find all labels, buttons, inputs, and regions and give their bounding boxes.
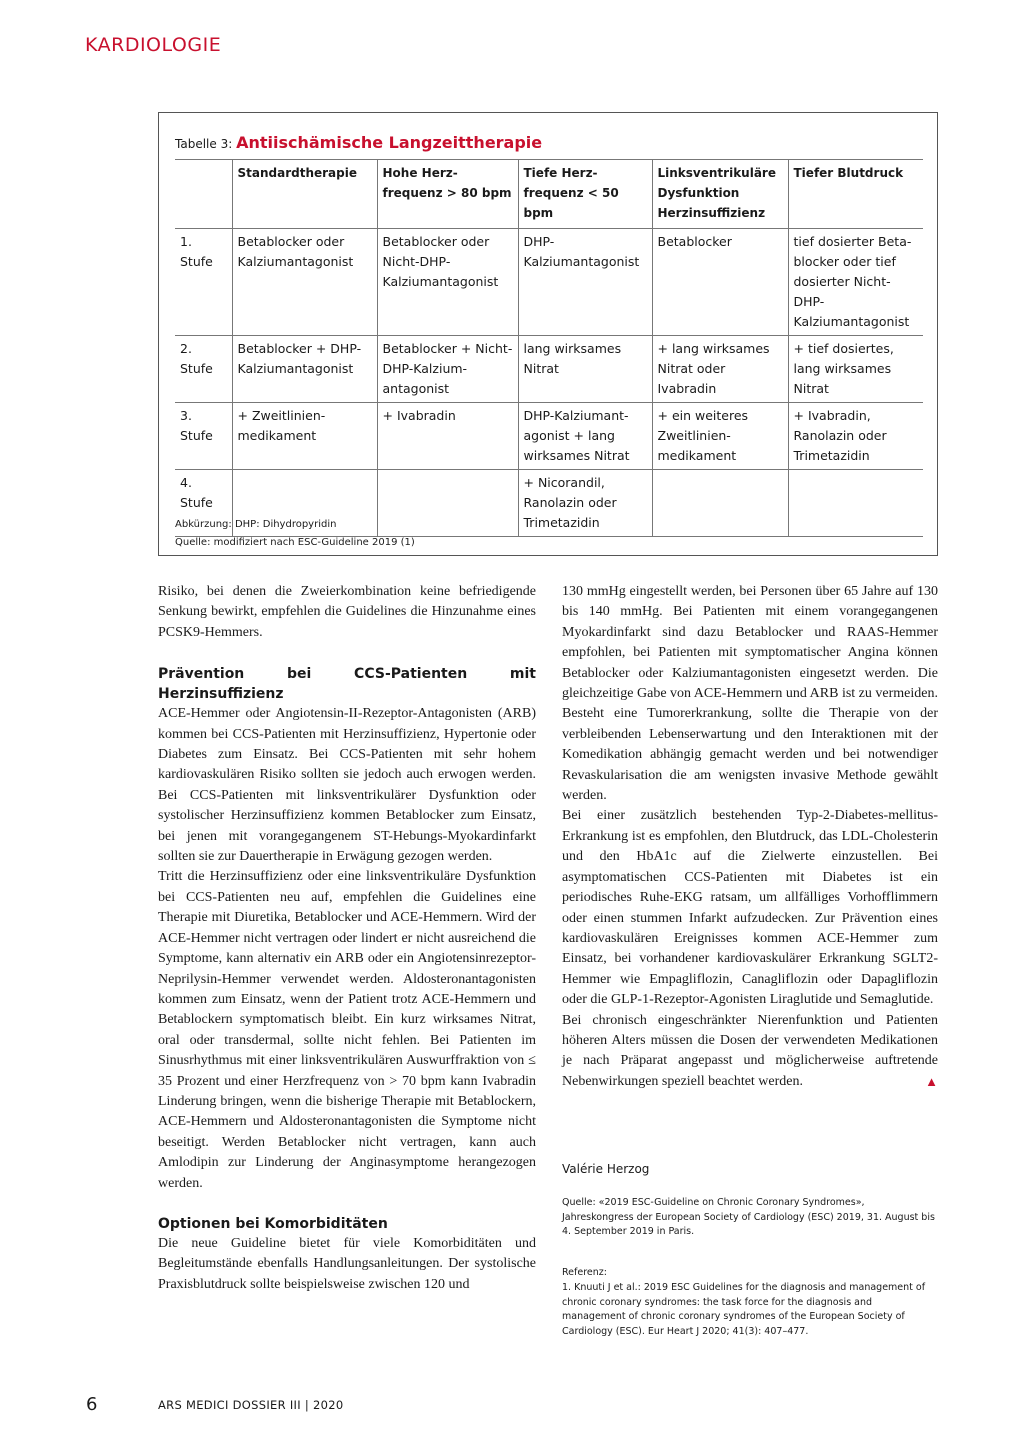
table-row (175, 403, 923, 470)
table-cell: + ein weiteres Zweitlinien- medikament (652, 403, 788, 470)
table-cell: 2. Stufe (180, 341, 213, 376)
table-cell: 1. Stufe (180, 234, 213, 269)
table-cell: 4. Stufe (180, 475, 213, 510)
table-cell: lang wirksames Nitrat (518, 336, 652, 403)
table-label: Tabelle 3: (175, 137, 233, 151)
table-cell: Betablocker oder Nicht-DHP- Kalziumantagonist (377, 229, 518, 336)
paragraph: Tritt die Herzinsuffizienz oder eine linksventrikuläre Dysfunktion bei CCS-Patienten neu auf, empfehlen die Guidelines eine Therapie mit Diuretika, Betablocker und ACE-Hemmern. Wird der ACE-Hemmer nicht vertragen oder lindert er nicht ausreichend die Symptome, kann alternativ ein ARB oder ein Angiotensinrezeptor-Neprilysin-Hemmer verwendet werden. Aldosteronantagonisten kommen zum Einsatz, wenn der Patient trotz ACE-Hemmern und Betablockern symptomatisch bleibt. Ein kurz wirksames Nitrat, oral oder transdermal, sollte nicht fehlen. Bei Patienten im Sinusrhythmus mit einer linksventrikulären Auswurffraktion von ≤ 35 Prozent und einer Herzfrequenz von > 70 bpm kann Ivabradin Linderung bringen, wenn die bisherige Therapie mit Betablockern, ACE-Hemmern und Aldosteronantagonisten die Symptome nicht beseitigt. Werden Betablocker nicht vertragen, kann auch Amlodipin zur Linderung der Anginasymptome herangezogen werden. (158, 869, 536, 1191)
table-cell: DHP- Kalziumantagonist (518, 229, 652, 336)
therapy-table (175, 159, 923, 537)
table-title: Antiischämische Langzeittherapie (236, 133, 543, 152)
table-cell: + lang wirksames Nitrat oder Ivabradin (652, 336, 788, 403)
table-row (175, 229, 923, 336)
table-cell: + Nicorandil, Ranolazin oder Trimetazidin (518, 470, 652, 537)
table-header-row (175, 160, 923, 229)
header-cell: Tiefer Blutdruck (788, 160, 923, 229)
table-cell: + Ivabradin (377, 403, 518, 470)
table-cell: 3. Stufe (180, 408, 213, 443)
header-cell: Tiefe Herz- frequenz < 50 bpm (518, 160, 652, 229)
section-heading: Optionen bei Komorbiditäten (158, 1215, 388, 1232)
page-number: 6 (86, 1394, 98, 1415)
table-cell: Betablocker oder Kalziumantagonist (232, 229, 377, 336)
right-column (562, 582, 938, 1092)
table-cell: + tief dosiertes, lang wirksames Nitrat (788, 336, 923, 403)
header-cell: Standardtherapie (232, 160, 377, 229)
paragraph: Bei einer zusätzlich bestehenden Typ-2-Diabetes-mellitus-Erkrankung ist es empfohlen, den Blutdruck, das LDL-Cholesterin und den HbA1c auf die Zielwerte einzustellen. Bei asymptomatischen CCS-Patienten mit Diabetes ist ein periodisches Ruhe-EKG ratsam, um allfälliges Vorhofflimmern oder einen stummen Infarkt aufzudecken. Zur Prävention eines kardiovaskulären Ereignisses kommen ACE-Hemmer zum Einsatz, bei vorhandener kardiovaskulärer Erkrankung SGLT2-Hemmer wie Empagliflozin, Canagliflozin oder Dapagliflozin oder die GLP-1-Rezeptor-Agonisten Liraglutide und Semaglutide. (562, 808, 938, 1008)
header-cell: Linksventrikuläre Dysfunktion Herzinsuffizienz (652, 160, 788, 229)
paragraph-text: Bei chronisch eingeschränkter Nierenfunktion und Patienten höheren Alters müssen die Dosen der verwendeten Medikationen je nach Präparat angepasst und möglicherweise auftretende Nebenwirkungen speziell beachtet werden. (562, 1012, 938, 1089)
paragraph: ACE-Hemmer oder Angiotensin-II-Rezeptor-Antagonisten (ARB) kommen bei CCS-Patienten mit Herzinsuffizienz, Hypertonie oder Diabetes zum Einsatz. Bei CCS-Patienten mit sehr hohem kardiovaskulären Risiko sollten sie jedoch auch erwogen werden. Bei CCS-Patienten mit linksventrikulärer Dysfunktion oder systolischer Herzinsuffizienz kommen Betablocker zum Einsatz, bei jenen mit vorangegangenem ST-Hebungs-Myokardinfarkt sollten sie zur Dauertherapie in Erwägung gezogen werden. (158, 706, 536, 865)
end-of-article-icon: ▲ (925, 1073, 938, 1089)
table-cell: Betablocker + Nicht-DHP-Kalzium- antagonist (377, 336, 518, 403)
header-cell (175, 160, 232, 229)
paragraph: 130 mmHg eingestellt werden, bei Personen über 65 Jahre auf 130 bis 140 mmHg. Bei Patienten mit einem vorangegangenen Myokardinfarkt sind dazu Betablocker und RAAS-Hemmer empfohlen, bei Patienten mit symptomatischer Angina können Betablocker oder Kalziumantagonisten eingesetzt werden. Die gleichzeitige Gabe von ACE-Hemmern und ARB ist zu vermeiden. (562, 584, 938, 702)
source-note: Quelle: «2019 ESC-Guideline on Chronic Coronary Syndromes», Jahreskongress der European Society of Cardiology (ESC) 2019, 31. August bis 4. September 2019 in Paris. (562, 1197, 935, 1237)
header-cell: Hohe Herz- frequenz > 80 bpm (377, 160, 518, 229)
table-cell: + Ivabradin, Ranolazin oder Trimetazidin (788, 403, 923, 470)
paragraph: Die neue Guideline bietet für viele Komorbiditäten und Begleitumstände ebenfalls Handlungsanleitungen. Der systolische Praxisblutdruck sollte beispielsweise zwischen 120 und (158, 1235, 536, 1292)
journal-footer: ARS MEDICI DOSSIER III | 2020 (158, 1398, 344, 1412)
table-abbreviation: Abkürzung: DHP: Dihydropyridin (175, 519, 337, 530)
paragraph: Besteht eine Tumorerkrankung, sollte die Therapie von der verbleibenden Lebenserwartung und den Interaktionen mit der Komedikation abhängig gemacht werden und bei notwendiger Revaskularisation die am wenigsten invasive Methode gewählt werden. (562, 706, 938, 804)
table-cell (652, 470, 788, 537)
reference-label: Referenz: (562, 1267, 607, 1278)
reference-item: 1. Knuuti J et al.: 2019 ESC Guidelines for the diagnosis and management of chronic coronary syndromes: the task force for the diagnosis and management of chronic coronary syndromes of the European Society of Cardiology (ESC). Eur Heart J 2020; 41(3): 407–477. (562, 1282, 926, 1337)
table-source: Quelle: modifiziert nach ESC-Guideline 2019 (1) (175, 537, 415, 548)
paragraph: Risiko, bei denen die Zweierkombination keine befriedigende Senkung bewirkt, empfehlen die Guidelines die Hinzunahme eines PCSK9-Hemmers. (158, 584, 536, 640)
table-cell: tief dosierter Beta- blocker oder tief dosierter Nicht-DHP- Kalziumantagonist (788, 229, 923, 336)
table-cell: DHP-Kalziumant- agonist + lang wirksames Nitrat (518, 403, 652, 470)
table-cell: Betablocker (652, 229, 788, 336)
table-box (158, 112, 938, 556)
left-column (158, 582, 536, 1295)
section-title: KARDIOLOGIE (85, 34, 222, 56)
table-cell: + Zweitlinien- medikament (232, 403, 377, 470)
table-row (175, 336, 923, 403)
table-cell: Betablocker + DHP- Kalziumantagonist (232, 336, 377, 403)
section-heading: Prävention bei CCS-Patienten mit Herzinsuffizienz (158, 666, 536, 703)
table-cell (377, 470, 518, 537)
paragraph (562, 1011, 938, 1093)
author: Valérie Herzog (562, 1162, 650, 1176)
table-caption (175, 133, 542, 152)
table-cell (788, 470, 923, 537)
